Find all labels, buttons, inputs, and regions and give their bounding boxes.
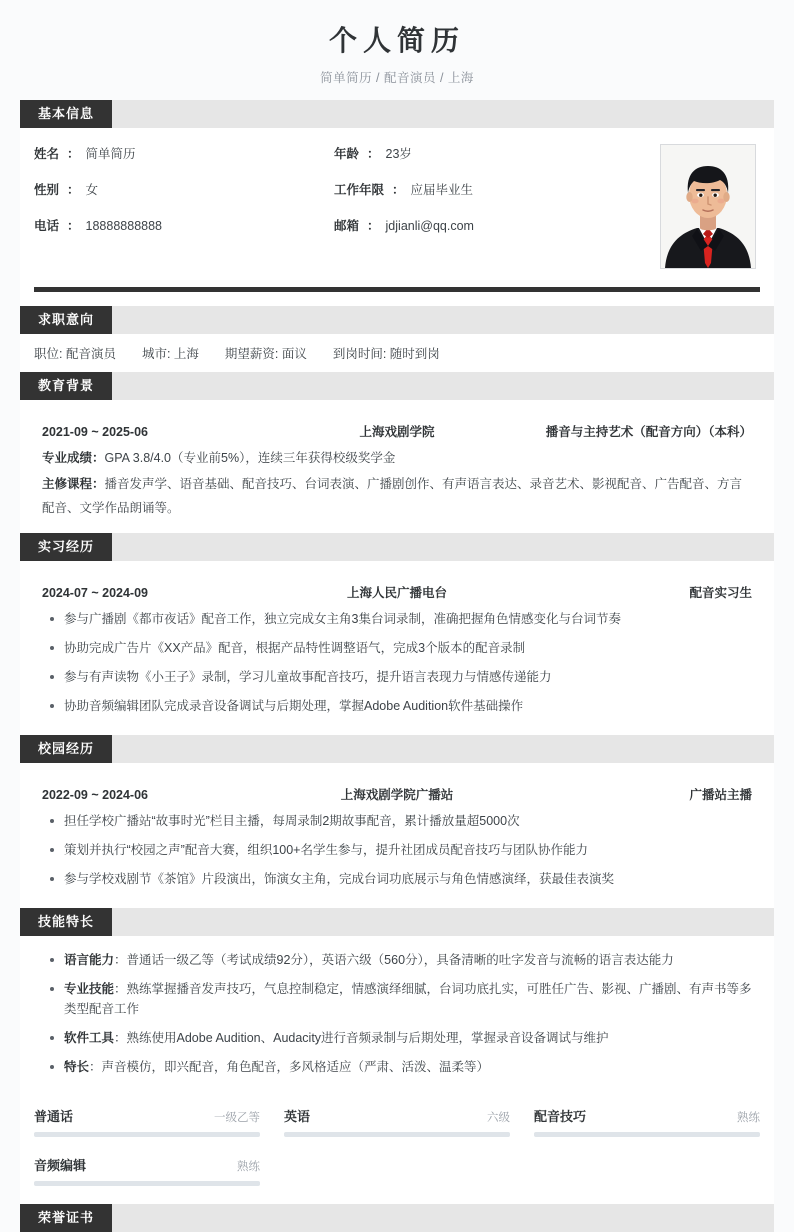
- skill-meter: [534, 1106, 760, 1137]
- page-subtitle: 简单简历 / 配音演员 / 上海: [320, 70, 474, 85]
- field-age-label: 年龄: [334, 146, 360, 161]
- education-school: 上海戏剧学院: [359, 424, 435, 439]
- internship-entry-head: [34, 573, 760, 607]
- campus-role: 广播站主播: [689, 787, 752, 802]
- section-header-honors: [20, 1204, 774, 1232]
- section-bar-fill: [112, 372, 774, 400]
- education-courses-value: 播音发声学、语音基础、配音技巧、台词表演、广播剧创作、有声语言表达、录音艺术、影视配音、广告配音、方言配音、文学作品朗诵等。: [42, 476, 743, 516]
- skill-meter: [284, 1106, 510, 1137]
- skill-meter-head: [34, 1155, 260, 1174]
- intent-city: 城市: 上海: [141, 346, 199, 361]
- field-experience-colon: ：: [392, 182, 405, 197]
- skill-text: ：熟练使用Adobe Audition、Audacity进行音频录制与后期处理，掌握录音设备调试与维护: [114, 1030, 609, 1045]
- education-courses-label: 主修课程: [42, 476, 93, 491]
- section-bar-fill: [112, 533, 774, 561]
- list-item: 参与广播剧《都市夜话》配音工作，独立完成女主角3集台词录制，准确把握角色情感变化与台词节奏: [42, 609, 752, 629]
- resume-sheet: [20, 0, 774, 1232]
- field-email: [334, 216, 634, 252]
- section-title-campus: 校园经历: [20, 735, 112, 763]
- section-title-skills: 技能特长: [20, 908, 112, 936]
- skill-text: ：熟练掌握播音发声技巧，气息控制稳定，情感演绎细腻，台词功底扎实，可胜任广告、影视、广播剧、有声书等多类型配音工作: [64, 981, 752, 1016]
- avatar: [660, 144, 756, 269]
- skill-meter-level: 熟练: [237, 1160, 260, 1173]
- list-item: [42, 1057, 752, 1077]
- education-entry-head: [34, 412, 760, 446]
- campus-entry-head: [34, 775, 760, 809]
- skill-meter-name: 配音技巧: [534, 1108, 587, 1124]
- portrait-photo-icon: [661, 145, 755, 268]
- job-intent-row: [20, 334, 774, 372]
- section-header-education: [20, 372, 774, 400]
- list-item: 协助音频编辑团队完成录音设备调试与后期处理，掌握Adobe Audition软件基础操作: [42, 696, 752, 716]
- field-email-value: jdjianli@qq.com: [385, 218, 474, 233]
- resume-header: [20, 0, 774, 100]
- list-item: [42, 1028, 752, 1048]
- skill-meter-level: 六级: [487, 1111, 510, 1124]
- campus-block: [20, 763, 774, 908]
- section-bar-fill: [112, 908, 774, 936]
- field-gender: [34, 180, 334, 216]
- intent-availability: 到岗时间: 随时到岗: [332, 346, 440, 361]
- education-gpa-row: 专业成绩：GPA 3.8/4.0（专业前5%），连续三年获得校级奖学金: [42, 450, 396, 465]
- field-name-colon: ：: [67, 146, 80, 161]
- skill-text: ：声音模仿，即兴配音，角色配音，多风格适应（严肃、活泼、温柔等）: [89, 1059, 490, 1074]
- field-experience-label: 工作年限: [334, 182, 385, 197]
- internship-company: 上海人民广播电台: [346, 585, 447, 600]
- field-age-colon: ：: [367, 146, 380, 161]
- skill-meter-head: [534, 1106, 760, 1125]
- field-experience-value: 应届毕业生: [410, 182, 474, 197]
- section-header-skills: [20, 908, 774, 936]
- basic-info-column-right: [334, 144, 634, 252]
- list-item: 协助完成广告片《XX产品》配音，根据产品特性调整语气，完成3个版本的配音录制: [42, 638, 752, 658]
- education-gpa-label: 专业成绩: [42, 450, 93, 465]
- skill-meter-head: [284, 1106, 510, 1125]
- list-item: 参与学校戏剧节《茶馆》片段演出，饰演女主角，完成台词功底展示与角色情感演绎，获最佳表演奖: [42, 869, 752, 889]
- skill-meter-track: [534, 1132, 760, 1137]
- skill-text: ：普通话一级乙等（考试成绩92分），英语六级（560分），具备清晰的吐字发音与流畅的语言表达能力: [114, 952, 674, 967]
- field-phone-value: 18888888888: [85, 218, 163, 233]
- skills-bullet-list: [34, 950, 760, 1077]
- skill-meter-fill: [34, 1181, 260, 1186]
- field-gender-value: 女: [85, 182, 99, 197]
- skill-meter-list: [20, 1096, 774, 1204]
- intent-salary: 期望薪资: 面议: [224, 346, 307, 361]
- internship-block: [20, 561, 774, 735]
- list-item: 参与有声读物《小王子》录制，学习儿童故事配音技巧，提升语言表现力与情感传递能力: [42, 667, 752, 687]
- page-title: 个人简历: [328, 25, 465, 56]
- education-major: 播音与主持艺术（配音方向）（本科）: [545, 424, 752, 439]
- education-block: [20, 400, 774, 533]
- section-title-basic: 基本信息: [20, 100, 112, 128]
- campus-date: 2022-09 ~ 2024-06: [42, 787, 148, 802]
- skills-block: [20, 936, 774, 1096]
- skill-label: 特长: [64, 1059, 90, 1074]
- list-item: 担任学校广播站“故事时光”栏目主播，每周录制2期故事配音，累计播放量超5000次: [42, 811, 752, 831]
- field-email-colon: ：: [367, 218, 380, 233]
- section-bar-fill: [112, 1204, 774, 1232]
- field-name: [34, 144, 334, 180]
- section-header-internship: [20, 533, 774, 561]
- internship-date: 2024-07 ~ 2024-09: [42, 585, 148, 600]
- skill-meter-name: 英语: [284, 1108, 311, 1124]
- section-bar-fill: [112, 735, 774, 763]
- skill-meter: [34, 1106, 260, 1137]
- campus-org: 上海戏剧学院广播站: [340, 787, 454, 802]
- field-name-label: 姓名: [34, 146, 60, 161]
- field-name-value: 简单简历: [85, 146, 136, 161]
- basic-info-fields: [34, 144, 660, 252]
- section-header-campus: [20, 735, 774, 763]
- skill-meter: [34, 1155, 260, 1186]
- section-title-honors: 荣誉证书: [20, 1204, 112, 1232]
- skill-meter-head: [34, 1106, 260, 1125]
- intent-position: 职位: 配音演员: [34, 346, 116, 361]
- field-phone-label: 电话: [34, 218, 60, 233]
- field-phone: [34, 216, 334, 252]
- section-bar-fill: [112, 306, 774, 334]
- education-courses-row: 主修课程：播音发声学、语音基础、配音技巧、台词表演、广播剧创作、有声语言表达、录音艺术、影视配音、广告配音、方言配音、文学作品朗诵等。: [42, 476, 743, 516]
- internship-role: 配音实习生: [689, 585, 752, 600]
- skill-meter-fill: [534, 1132, 760, 1137]
- field-age: [334, 144, 634, 180]
- list-item: [42, 979, 752, 1019]
- education-date: 2021-09 ~ 2025-06: [42, 424, 148, 439]
- field-age-value: 23岁: [385, 146, 412, 161]
- skill-meter-level: 一级乙等: [214, 1111, 260, 1124]
- section-divider: [34, 287, 760, 292]
- field-experience: [334, 180, 634, 216]
- skill-meter-track: [34, 1181, 260, 1186]
- field-email-label: 邮箱: [334, 218, 360, 233]
- section-title-intent: 求职意向: [20, 306, 112, 334]
- skill-meter-name: 普通话: [34, 1108, 74, 1124]
- section-header-basic: [20, 100, 774, 128]
- section-title-education: 教育背景: [20, 372, 112, 400]
- list-item: [42, 950, 752, 970]
- skill-meter-track: [284, 1132, 510, 1137]
- field-gender-colon: ：: [67, 182, 80, 197]
- skill-meter-level: 熟练: [737, 1111, 760, 1124]
- skill-label: 软件工具: [64, 1030, 115, 1045]
- skill-meter-track: [34, 1132, 260, 1137]
- internship-bullet-list: [34, 609, 760, 716]
- skill-label: 语言能力: [64, 952, 115, 967]
- basic-info-column-left: [34, 144, 334, 252]
- section-bar-fill: [112, 100, 774, 128]
- campus-bullet-list: [34, 811, 760, 889]
- education-gpa-value: GPA 3.8/4.0（专业前5%），连续三年获得校级奖学金: [104, 450, 396, 465]
- field-gender-label: 性别: [34, 182, 60, 197]
- section-title-internship: 实习经历: [20, 533, 112, 561]
- list-item: 策划并执行“校园之声”配音大赛，组织100+名学生参与，提升社团成员配音技巧与团队协作能力: [42, 840, 752, 860]
- basic-info-block: [20, 128, 774, 277]
- field-phone-colon: ：: [67, 218, 80, 233]
- section-header-intent: [20, 306, 774, 334]
- skill-meter-fill: [34, 1132, 260, 1137]
- skill-meter-fill: [284, 1132, 510, 1137]
- skill-label: 专业技能: [64, 981, 115, 996]
- skill-meter-name: 音频编辑: [34, 1157, 87, 1173]
